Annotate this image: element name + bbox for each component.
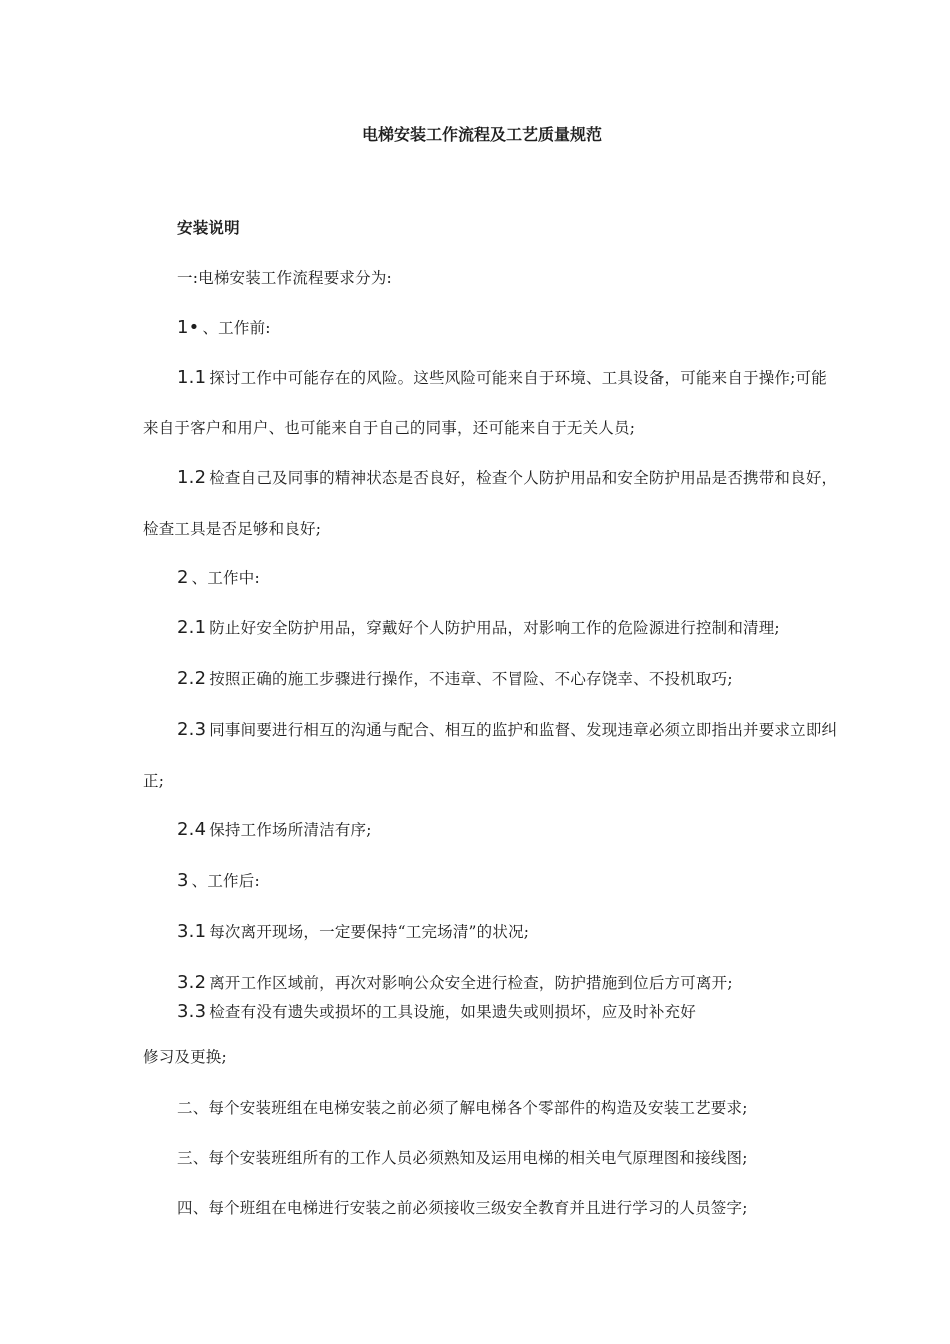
- subsection-label: 、工作前:: [202, 319, 271, 337]
- subsection-after: [177, 870, 260, 892]
- subsection-number: 1•: [177, 317, 200, 338]
- item-text: 检查自己及同事的精神状态是否良好，检查个人防护用品和安全防护用品是否携带和良好，: [209, 469, 838, 487]
- item-1-2-line2: 检查工具是否足够和良好;: [143, 520, 322, 538]
- subsection-during: [177, 567, 260, 589]
- item-number: 3.2: [177, 972, 207, 993]
- item-text: 保持工作场所清洁有序;: [209, 821, 372, 839]
- item-text: 防止好安全防护用品，穿戴好个人防护用品，对影响工作的危险源进行控制和清理;: [209, 619, 780, 637]
- subsection-before: [177, 317, 271, 339]
- item-3-1: [177, 921, 529, 943]
- paragraph-3: 三、每个安装班组所有的工作人员必须熟知及运用电梯的相关电气原理图和接线图;: [177, 1149, 748, 1167]
- item-2-2: [177, 668, 733, 690]
- subsection-label: 、工作后:: [191, 872, 260, 890]
- item-1-2-line1: [177, 467, 837, 489]
- item-text: 离开工作区域前，再次对影响公众安全进行检查，防护措施到位后方可离开;: [209, 974, 733, 992]
- item-3-3-line1: [177, 1001, 696, 1023]
- item-3-2: [177, 972, 733, 994]
- item-1-1-line1: [177, 367, 827, 389]
- item-number: 1.2: [177, 467, 207, 488]
- item-number: 2.4: [177, 819, 207, 840]
- item-text: 检查有没有遗失或损坏的工具设施，如果遗失或则损坏，应及时补充好: [209, 1003, 696, 1021]
- paragraph-2: 二、每个安装班组在电梯安装之前必须了解电梯各个零部件的构造及安装工艺要求;: [177, 1099, 748, 1117]
- item-2-4: [177, 819, 372, 841]
- item-text: 按照正确的施工步骤进行操作，不违章、不冒险、不心存饶幸、不投机取巧;: [209, 670, 733, 688]
- document-title: 电梯安装工作流程及工艺质量规范: [361, 125, 602, 144]
- item-number: 3.3: [177, 1001, 207, 1022]
- item-text: 每次离开现场，一定要保持“工完场清”的状况;: [209, 923, 530, 941]
- item-3-3-line2: 修习及更换;: [143, 1048, 227, 1066]
- item-number: 3.1: [177, 921, 207, 942]
- paragraph-4: 四、每个班组在电梯进行安装之前必须接收三级安全教育并且进行学习的人员签字;: [177, 1199, 748, 1217]
- item-number: 1.1: [177, 367, 207, 388]
- subsection-number: 3: [177, 870, 189, 891]
- subsection-number: 2: [177, 567, 189, 588]
- item-text: 探讨工作中可能存在的风险。这些风险可能来自于环境、工具设备，可能来自于操作;可能: [209, 369, 827, 387]
- item-text: 同事间要进行相互的沟通与配合、相互的监护和监督、发现违章必须立即指出并要求立即纠: [209, 721, 838, 739]
- item-2-1: [177, 617, 780, 639]
- item-number: 2.1: [177, 617, 207, 638]
- item-2-3-line2: 正;: [143, 772, 165, 790]
- item-1-1-line2: 来自于客户和用户、也可能来自于自己的同事，还可能来自于无关人员;: [143, 419, 636, 437]
- subsection-label: 、工作中:: [191, 569, 260, 587]
- intro-line: 一:电梯安装工作流程要求分为:: [177, 269, 392, 287]
- item-2-3-line1: [177, 719, 837, 741]
- item-number: 2.3: [177, 719, 207, 740]
- section-heading: 安装说明: [177, 219, 240, 237]
- item-number: 2.2: [177, 668, 207, 689]
